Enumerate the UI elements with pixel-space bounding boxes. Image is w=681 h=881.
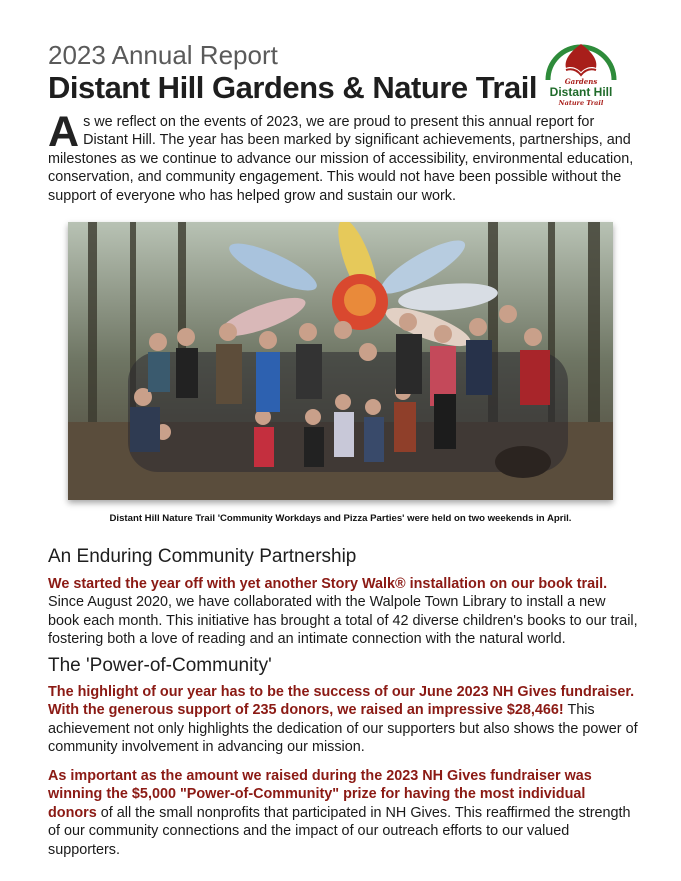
section2-lead2: As important as the amount we raised during the 2023 NH Gives fundraiser was winning the $5,000 "Power-of-Community" prize for having the most individual donors <box>48 768 592 821</box>
section2-heading: The 'Power-of-Community' <box>48 655 272 676</box>
community-group-photo <box>68 222 613 500</box>
organization-title: Distant Hill Gardens & Nature Trail <box>48 70 537 105</box>
report-year-title: 2023 Annual Report <box>48 40 278 70</box>
section2-paragraph1 <box>48 683 638 757</box>
section2-lead1: The highlight of our year has to be the success of our June 2023 NH Gives fundraiser. With the generous support of 235 donors, we raised an impressive $28,466! <box>48 684 635 719</box>
photo-caption: Distant Hill Nature Trail 'Community Workdays and Pizza Parties' were held on two weekends in April. <box>109 513 572 524</box>
section2-body1: This achievement not only highlights the dedication of our supporters but also shows the power of community involvement in advancing our mission. <box>48 702 638 756</box>
distant-hill-logo <box>540 34 622 112</box>
section2-body2: of all the small nonprofits that participated in NH Gives. This reaffirmed the strength of our community connections and the impact of our outreach efforts to our valued supporters. <box>48 804 631 858</box>
dog <box>495 446 551 478</box>
logo-line2: Distant Hill <box>549 85 613 99</box>
section2-paragraph2 <box>48 767 638 859</box>
intro-text: s we reflect on the events of 2023, we are proud to present this annual report for Distant Hill. The year has been marked by significant achievements, partnerships, and milestones as we continue to advance our mission of accessibility, environmental education, conservation, and community engagement. This would not have been possible without the support of everyone who has helped grow and sustain our work. <box>48 114 634 204</box>
section1-body: Since August 2020, we have collaborated with the Walpole Town Library to install a new book each month. This initiative has brought a total of 42 diverse children's books to our trail, fostering both a love of reading and an intimate connection with the natural world. <box>48 594 638 648</box>
logo-line1: Gardens <box>564 77 598 86</box>
logo-line3: Nature Trail <box>558 99 604 107</box>
section1-heading: An Enduring Community Partnership <box>48 546 357 567</box>
drop-cap: A <box>48 108 80 156</box>
section1-paragraph <box>48 575 638 649</box>
section1-lead: We started the year off with yet another Story Walk® installation on our book trail. <box>48 576 608 592</box>
intro-paragraph <box>48 108 638 205</box>
